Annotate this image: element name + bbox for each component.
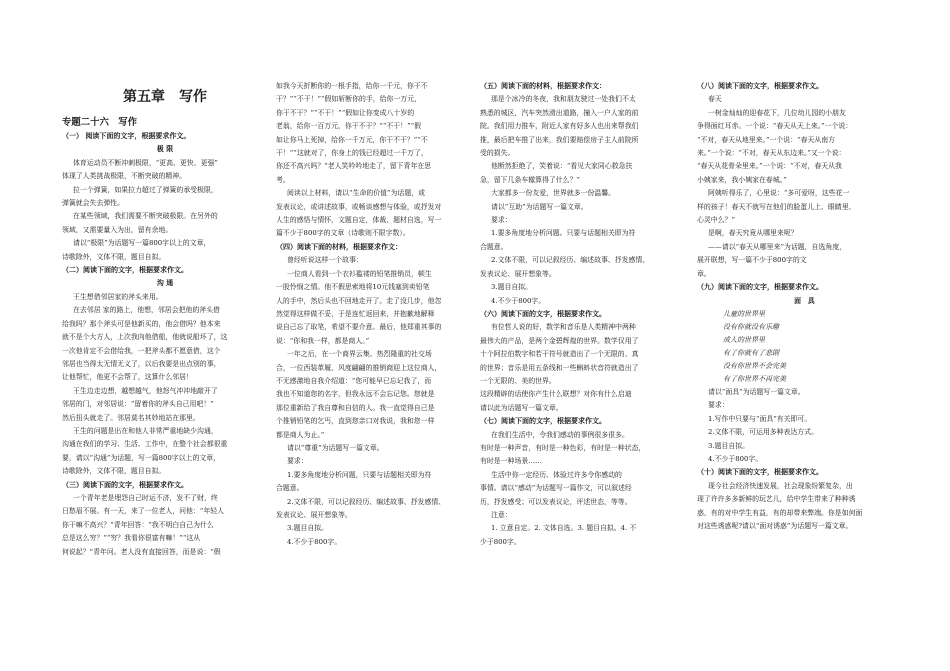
text-line: 注意： [491,511,512,519]
text-line: 在我们生活中，令我们感动的事例很多很多。 [491,430,629,439]
text-line: 发表议论、展开想象等。 [480,269,556,278]
text-line: 体育运动员不断冲刺极限，“更高、更快、更强” [73,158,218,167]
text-line: 一股怜悯之情。他不假思索地将10元钱塞到卖铅笔 [276,283,430,292]
poem-line: 没有你就没有乐趣 [723,322,779,331]
text-line: 一次他肯定不会借给我，一把斧头都不愿意借，这个 [62,346,221,355]
text-line: 有时是一种场景…… [480,457,543,466]
poem-line: 没有你世界不会完美 [723,361,786,370]
text-line: 4.不少于800字。 [708,454,763,463]
text-line: 样的孩子！春天不就写在他们的脸蛋儿上、眼睛里、 [697,202,856,211]
text-line: 少于800字。 [480,537,521,546]
text-line: 一树金灿灿的迎春花下，几位幼儿园的小朋友 [708,108,846,117]
section-heading: （九）阅读下面的文字，根据要求作文。 [697,283,823,292]
text-line: 4.不少于800字。 [491,296,546,305]
text-line: 一个青年老是埋怨自己时运不济，发不了财，终 [73,493,218,502]
text-line: 1.要多角度地分析问题。只要与话题相关即为符 [491,229,636,238]
text-line: 3.题目自拟。 [708,441,750,450]
text-line: 4.不少于800字。 [287,537,342,546]
text-line: 要，请以“沟通”为话题，写一篇800字以上的文章， [62,453,221,462]
text-line: 要求： [491,216,512,225]
text-line: 历，抒发感受；可以发表议论，评述世态，等等。 [480,497,632,506]
text-line: 生活中你一定经历、体验过许多令你感动的 [491,470,622,479]
text-line: “春天从花骨朵里来。”一个说：“不对，春天从我 [697,162,842,171]
text-line: 你干嘛不高兴？”青年回答：“我不明白自己为什么 [62,520,214,529]
text-line: 事情。请以“感动”为话题写一篇作文，可以叙述经 [480,484,632,493]
essay-title: 沟 通 [156,279,174,288]
text-line: 弹簧就会失去弹性。 [62,199,125,208]
column-4-body [697,80,912,533]
text-line: 请以“极限”为话题写一篇800字以上的文章， [73,239,211,248]
column-3-body [480,80,687,549]
text-line: 十个阿拉伯数字和若干符号就造出了一个无限的、真 [480,350,639,359]
text-line: 王生边走边想，越想越气，他怒气冲冲地敲开了 [73,386,218,395]
poem-line: 有了你世界不再完美 [723,374,786,383]
text-line: 3.题目自拟。 [287,524,329,533]
text-line: 展开联想，写一篇不少于800字的文 [697,256,807,265]
text-line: 院。我们用力推车，附近人家有好多人也出来帮我们 [480,122,639,131]
text-line: 发表议论、展开想象等。 [276,511,352,519]
text-line: 是啊，春天究竟从哪里来呢？ [708,229,798,238]
text-line: 不无感激地自我介绍道：“您可能早已忘记我了，而 [276,376,432,385]
column-2 [276,80,486,549]
text-line: 体现了人类挑战极限，不断突破的精神。 [62,172,187,181]
text-line: 来。”一个说：“不对，春天从东边来。”又一个说： [697,149,846,158]
text-line: 诗歌除外，文体不限，题目自拟。 [62,467,166,476]
text-line: 一个无限的、美的世界。 [480,376,556,385]
text-line: 那位重新给了我自尊和自信的人。我一直觉得自己是 [276,403,435,412]
text-line: 篇不少于800字的文章（诗歌则不限字数）。 [276,229,410,238]
text-line: 大家都多一份友爱，世界就多一份温馨。 [491,189,616,198]
text-line: 你干不干？”“不干！”“假如让你变成八十岁的 [276,108,415,117]
text-line: 合，一位西装革履、风度翩翩的推销商迎上这位商人， [276,363,442,372]
text-line: 就不是个大方人，上次我向他借船，他就说船坏了，这 [62,333,228,342]
text-line: 一位商人看到一个衣衫褴褛的铅笔推销员，顿生 [287,269,432,278]
section-heading: （四）阅读下面的材料，根据要求作文： [276,242,402,251]
text-line: 请以此为话题写一篇文章。 [480,403,563,412]
text-line: 惑，有的对中学生有益，有的却带来弊端。你是如何面 [697,508,863,517]
text-line: “不对，春天从地里来。”一个说：“春天从南方 [697,135,836,144]
text-line: 人的手中，然后头也不回地走开了。走了没几步，他忽 [276,296,442,305]
text-line: 总是这么穷？”“穷？我看你很富有嘛！”“这从 [62,534,201,543]
text-line: 发表议论，或讲述故事，或畅谈感想与体验，或抒发对 [276,202,442,211]
section-heading: （十）阅读下面的文字，根据要求作文。 [697,468,823,477]
text-line: 对这些诱惑呢?请以“面对诱惑”为话题写一篇文章。 [697,521,853,530]
section-heading: （一） 阅读下面的文字，根据要求作文。 [62,132,191,140]
text-line: 现了许许多多新鲜的玩艺儿，给中学生带来了种种诱 [697,495,856,504]
topic-title: 专题二十六 写作 [62,117,138,128]
text-line: 1. 立意自定。2. 文体自选。3. 题目自拟。4. 不 [491,524,637,533]
text-line: 请以“互助”为话题写一篇文章。 [491,202,588,211]
text-line: 请以“尊重”为话题写一篇文章。 [287,443,384,452]
text-line: 然觉得这样做不妥，于是连忙返回来，并抱歉地解释 [276,309,435,318]
text-line: 要求： [708,401,729,410]
text-line: 那是个冰冷的冬夜，我和朋友驶过一处我们不太 [491,95,636,104]
text-line: 干？”“不干！”“假如斩断你的手，给你一万元， [276,95,422,104]
text-line: 推，最后把车推了出来，我们要赔偿房子主人前院所 [480,135,639,144]
text-line: 沟通在我们的学习、生活、工作中，在整个社会都很重 [62,440,228,449]
text-line: 你还不高兴吗？”老人笑吟吟地走了，留下青年在思 [276,162,432,171]
section-heading: （二）阅读下面的文字，根据要求作文。 [62,266,188,275]
text-line: 都是商人为止。” [276,430,325,439]
text-line: 章。 [697,269,711,278]
text-line: 争得面红耳赤。一个说：“春天从天上来。”一个说： [697,122,853,131]
text-line: 个推销铅笔的乞丐，直到您亲口对我说，我和您一样 [276,417,435,426]
text-line: 这段精辟的话使你产生什么联想？对你有什么启迪 [480,390,632,399]
text-line: 老翁，给你一百万元，你干不干？”“不干！”“假 [276,122,422,131]
text-line: 1.写作中只要与“面具”有关即可。 [708,414,812,423]
text-line: 然后扭头就走了。邻居莫名其妙地站在那里。 [62,413,200,422]
text-line: 如让你马上死掉，给你一千万元，你干不干？”“不 [276,135,428,144]
text-line: 在去邻居 家的路上，他想，邻居会把他的斧头借 [73,306,220,315]
text-line: 邻居也当得太无情无义了，以后我要是出点别的事， [62,359,221,368]
section-heading: （六）阅读下面的文字，根据要求作文。 [480,309,606,318]
text-line: 阅读以上材料，请以“生命的价值”为话题，或 [287,189,425,198]
column-4 [697,80,912,533]
text-line: 一年之后，在一个商界云集、热烈隆重的社交场 [287,350,432,359]
text-line: 如我今天折断你的一根手指，给你一千元，你干不 [276,82,428,90]
text-line: 在某些领域，我们需要不断突破极限。在另外的 [73,212,218,221]
text-line: 1.要多角度地分析问题，只要与话题相关即为符 [287,470,432,479]
text-line: 说自己忘了取笔，希望不要介意。最后，他郑重其事的 [276,323,442,332]
column-3 [480,80,687,549]
text-line: 有位哲人说的好，数学和音乐是人类精神中两种 [491,323,636,332]
text-line: 最伟大的产品，是两个金碧辉煌的世界。数学仅用了 [480,336,639,345]
section-heading: （五）阅读下面的材料，根据要求作文： [480,82,606,90]
text-line: 春天 [708,95,722,104]
text-line: 阿姨听得乐了，心里说：“多可爱呀，这些花一 [708,189,850,198]
chapter-title: 第五章 写作 [123,89,207,105]
text-line: 2.文体不限，可以记叙经历、编述故事、抒发感情、 [287,497,446,506]
text-line: 拉一个弹簧，如果拉力超过了弹簧的承受极限， [73,185,218,194]
column-1-body [62,130,268,559]
text-line: 王生的问题是出在和他人非常严重地缺少沟通， [73,426,218,435]
text-line: 2.文体不限，可以记叙经历、编述故事、抒发感情、 [491,256,650,265]
text-line: 3.题目自拟。 [491,283,533,292]
section-heading: （八）阅读下面的文字，根据要求作文。 [697,82,823,90]
text-line: 我也不知道您的名字，但我永远不会忘记您。您就是 [276,390,435,399]
essay-title: 极 限 [156,145,174,154]
text-line: 请以“面具”为话题写一篇文章。 [708,387,805,396]
poem-line: 成人的世界里 [723,335,765,344]
section-heading: （三）阅读下面的文字，根据要求作文。 [62,480,188,489]
text-line: 考。 [276,175,290,184]
poem-line: 有了你就有了悲剧 [723,348,779,357]
text-line: ——请以“春天从哪里来”为话题，自选角度， [708,242,846,251]
column-2-body [276,80,486,549]
text-line: 小姨家来，我小姨家在春城。” [697,175,787,184]
text-line: 合题意。 [276,484,304,493]
text-line: 他断然拒绝了，笑着说：“看见大家同心救急扶 [491,162,633,171]
text-line: 诗歌除外，文体不限，题目自拟。 [62,252,166,261]
text-line: 要求： [287,457,308,466]
column-1 [62,86,268,559]
text-line: 熟悉的城区，汽车突然滑出道路，撞入一户人家的前 [480,108,639,117]
text-line: 合题意。 [480,242,508,251]
text-line: 受的损失。 [480,149,515,158]
essay-title: 面 具 [794,296,815,305]
text-line: 日愁眉不展。有一天，来了一位老人，问他：“年轻人 [62,507,225,516]
text-line: 的世界；音乐是用五条线和一些蝌蚪状音符就造出了 [480,363,639,372]
text-line: 给我吗？那个斧头可是他新买的，他会借吗？他本来 [62,319,221,328]
text-line: 心灵中么？” [697,216,735,225]
text-line: 说：“你和我一样，都是商人。” [276,336,370,345]
text-line: 干！”“这就对了，你身上的钱已经超过一千万了， [276,149,428,158]
text-line: 人生的感悟与情怀，文题自定，体裁、题材自选，写一 [276,216,442,225]
text-line: 领域，又需要量入为出，留有余地。 [62,225,173,234]
text-line: 让他帮忙，他更不会帮了，这算什么邻居！ [62,373,193,382]
text-line: 急，留下几条车辙算得了什么？” [480,175,580,184]
poem-line: 儿童的世界里 [723,309,765,318]
text-line: 曾经听说这样一个故事： [287,256,363,265]
section-heading: （七）阅读下面的文字，根据要求作文。 [480,417,606,426]
text-line: 现今社会经济快速发展，社会现象纷繁复杂，出 [708,481,853,490]
text-line: 邻居的门，对邻居说：“留着你的斧头自己用吧！” [62,400,214,409]
text-line: 2.文体不限，可运用多种表达方式。 [708,428,818,437]
text-line: 何说起？”青年问。老人没有直接回答，而是说：“假 [62,547,221,556]
text-line: 王生想借邻居家的斧头来用。 [73,292,163,301]
text-line: 有时是一种声音，有时是一种色彩，有时是一种状态， [480,443,646,452]
